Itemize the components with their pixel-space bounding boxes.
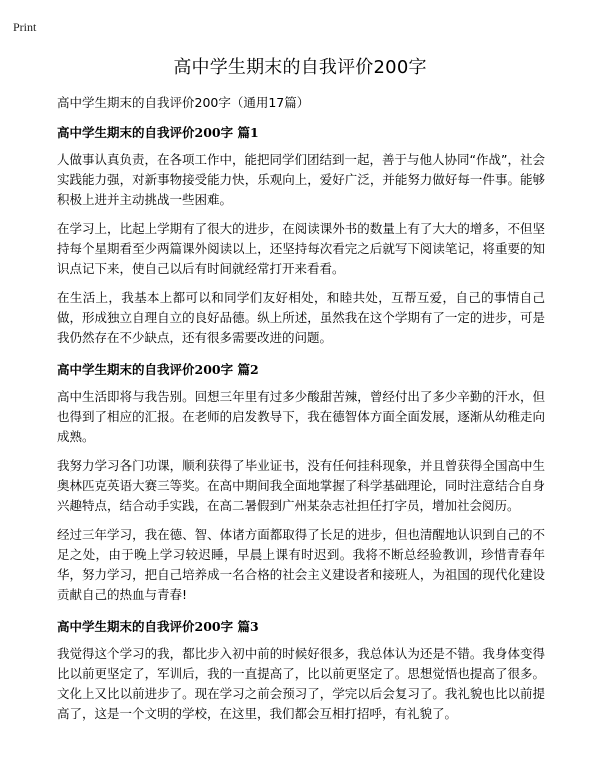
section-2	[57, 361, 545, 605]
paragraph: 高中生活即将与我告别。回想三年里有过多少酸甜苦辣，曾经付出了多少辛勤的汗水，但也得到了相应的汇报。在老师的启发教导下，我在德智体方面全面发展，逐渐从幼稚走向成熟。	[57, 389, 545, 444]
paragraph: 经过三年学习，我在德、智、体诸方面都取得了长足的进步，但也清醒地认识到自己的不足之处，由于晚上学习较迟睡，早晨上课有时迟到。我将不断总经验教训，珍惜青春年华，努力学习，把自己培养成一名合格的社会主义建设者和接班人，为祖国的现代化建设贡献自己的热血与青春!	[57, 527, 545, 602]
paragraph: 人做事认真负责，在各项工作中，能把同学们团结到一起，善于与他人协同“作战”，社会实践能力强，对新事物接受能力快，乐观向上，爱好广泛，并能努力做好每一件事。能够积极上进并主动挑战一些困难。	[57, 152, 545, 207]
page-title: 高中学生期末的自我评价200字	[173, 57, 427, 78]
print-link[interactable]: Print	[13, 20, 37, 34]
document-body	[57, 94, 545, 733]
section-heading: 高中学生期末的自我评价200字 篇1	[57, 125, 259, 140]
section-1	[57, 124, 545, 348]
paragraph: 在生活上，我基本上都可以和同学们友好相处，和睦共处，互帮互爱，自己的事情自己做，形成独立自理自立的良好品德。纵上所述，虽然我在这个学期有了一定的进步，可是我仍然存在不少缺点，还有很多需要改进的问题。	[57, 290, 545, 345]
section-3	[57, 618, 545, 724]
paragraph: 在学习上，比起上学期有了很大的进步，在阅读课外书的数量上有了大大的增多，不但坚持每个星期看至少两篇课外阅读以上，还坚持每次看完之后就写下阅读笔记，将重要的知识点记下来，使自己以后有时间就经常打开来看看。	[57, 221, 545, 276]
section-heading: 高中学生期末的自我评价200字 篇2	[57, 362, 259, 377]
section-heading: 高中学生期末的自我评价200字 篇3	[57, 619, 259, 634]
paragraph: 我努力学习各门功课，顺利获得了毕业证书，没有任何挂科现象，并且曾获得全国高中生奥林匹克英语大赛三等奖。在高中期间我全面地掌握了科学基础理论，同时注意结合自身兴趣特点，结合动手实践，在高二暑假到广州某杂志社担任打字员，增加社会阅历。	[57, 458, 545, 513]
document-subtitle: 高中学生期末的自我评价200字（通用17篇）	[57, 95, 310, 110]
paragraph: 我觉得这个学习的我，都比步入初中前的时候好很多，我总体认为还是不错。我身体变得比以前更坚定了，军训后，我的一直提高了，比以前更坚定了。思想觉悟也提高了很多。文化上又比以前进步了。现在学习之前会预习了，学完以后会复习了。我礼貌也比以前提高了，这是一个文明的学校，在这里，我们都会互相打招呼，有礼貌了。	[57, 646, 545, 721]
